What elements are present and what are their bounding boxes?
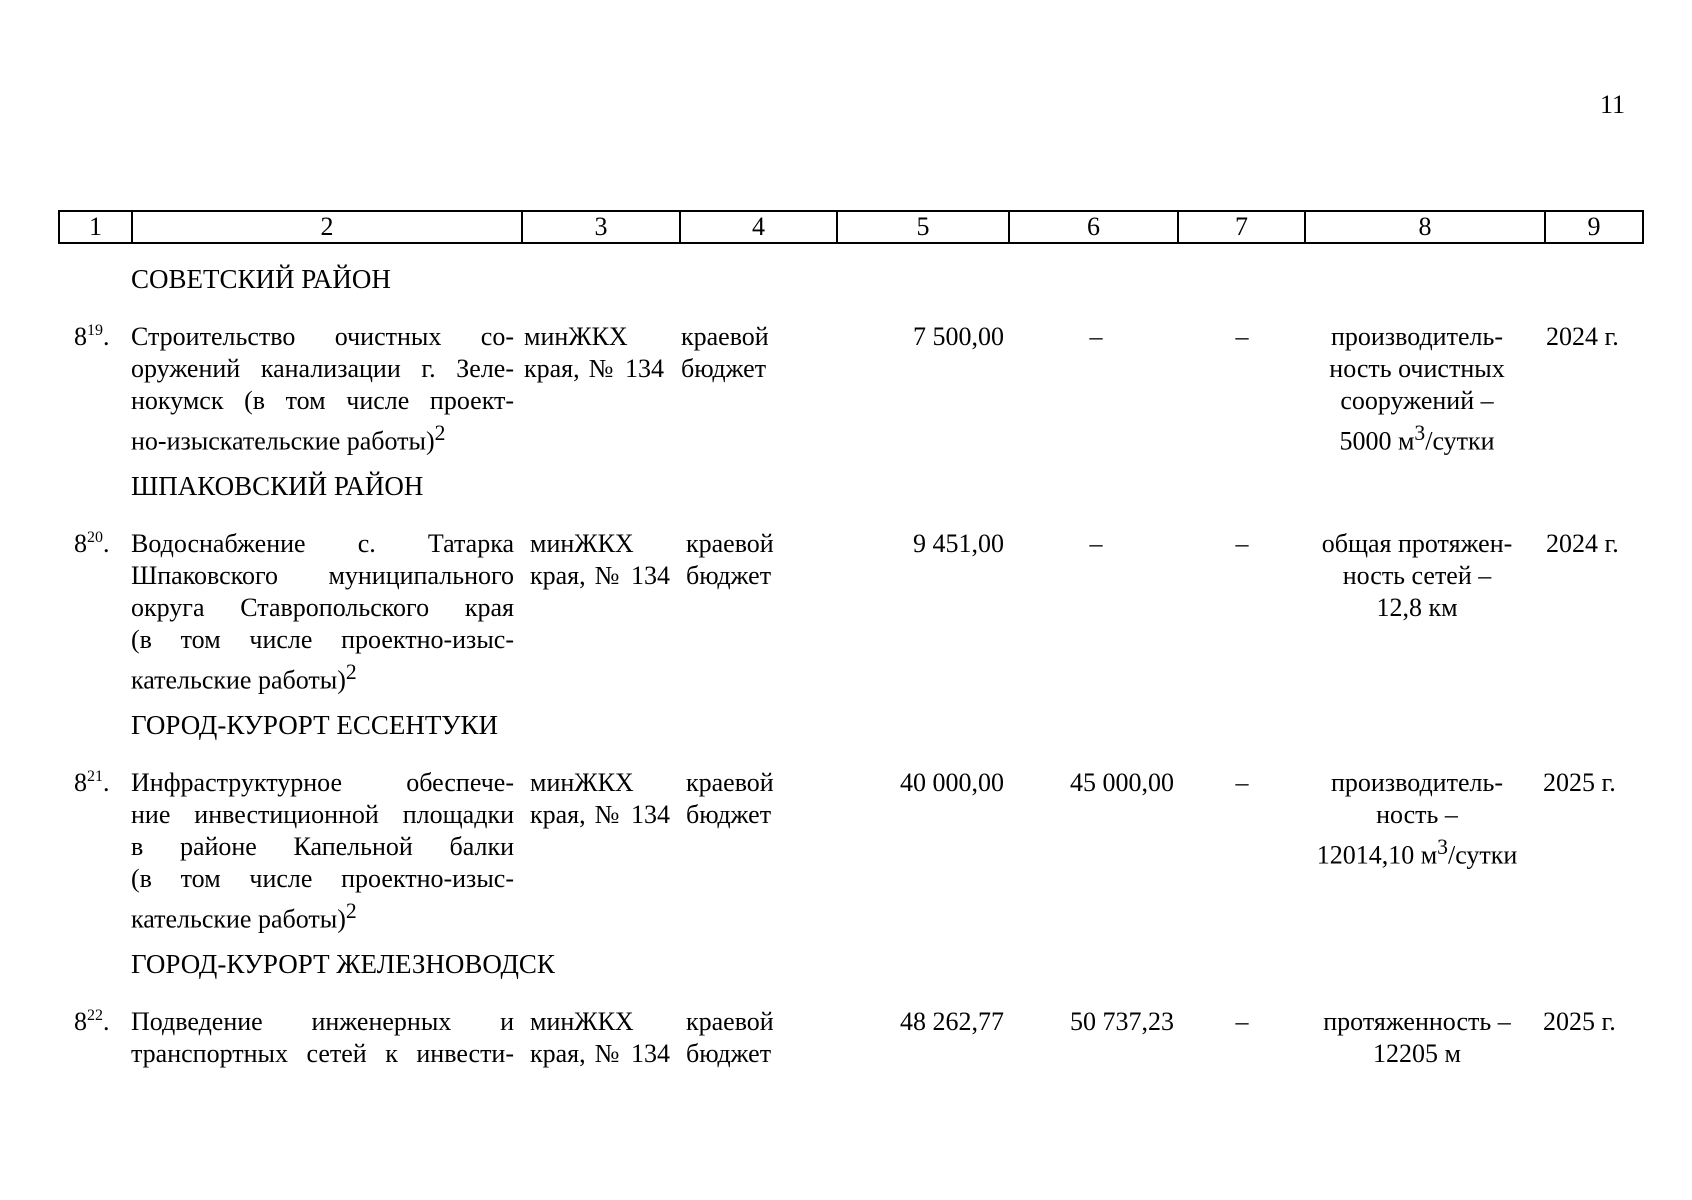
- executor: минЖКХ края, № 134: [530, 768, 670, 829]
- project-name: Строительство очистных со- оружений канализации г. Зеле- нокумск (в том числе проект- но-изыскательские работы)$^2$: [131, 322, 514, 456]
- result-indicator: общая протяжен- ность сетей – 12,8 км: [1321, 529, 1513, 622]
- completion-year: 2025 г.: [1543, 768, 1616, 797]
- amount-col7: –: [1235, 768, 1249, 797]
- column-number-6: 6: [1009, 211, 1178, 243]
- amount-col6: –: [1089, 322, 1103, 351]
- section-title: СОВЕТСКИЙ РАЙОН: [131, 264, 391, 294]
- completion-year: 2024 г.: [1546, 529, 1619, 558]
- amount-col5: 7 500,00: [913, 322, 1004, 351]
- funding-source: краевой бюджет: [686, 768, 774, 829]
- section-title: ШПАКОВСКИЙ РАЙОН: [131, 471, 424, 501]
- funding-source: краевой бюджет: [681, 322, 769, 383]
- column-number-4: 4: [680, 211, 837, 243]
- project-name: Водоснабжение с. Татарка Шпаковского муниципального округа Ставропольского края (в том числе проектно-изыс- кательские работы)$^2$: [131, 529, 514, 695]
- column-number-5: 5: [837, 211, 1009, 243]
- row-number: $8^{21}$.: [74, 768, 110, 797]
- amount-col6: –: [1089, 529, 1103, 558]
- result-indicator: производитель- ность – 12014,10 $м^3$/сутки: [1316, 768, 1518, 870]
- column-header-row: [58, 210, 1644, 244]
- project-name: Инфраструктурное обеспече- ние инвестиционной площадки в районе Капельной балки (в том числе проектно-изыс- кательские работы)$^2$: [131, 768, 514, 934]
- row-number: $8^{20}$.: [74, 529, 110, 558]
- executor: минЖКХ края, № 134: [530, 1007, 670, 1068]
- amount-col6: 50 737,23: [1070, 1007, 1174, 1036]
- completion-year: 2025 г.: [1543, 1007, 1616, 1036]
- result-indicator: протяженность – 12205 м: [1323, 1007, 1511, 1068]
- column-number-9: 9: [1545, 211, 1643, 243]
- row-number: $8^{22}$.: [74, 1007, 110, 1036]
- result-indicator: производитель- ность очистных сооружений – 5000 $м^3$/сутки: [1329, 322, 1505, 456]
- funding-source: краевой бюджет: [686, 1007, 774, 1068]
- column-number-2: 2: [132, 211, 522, 243]
- column-number-3: 3: [522, 211, 680, 243]
- section-title: ГОРОД-КУРОРТ ЕССЕНТУКИ: [131, 710, 498, 740]
- funding-source: краевой бюджет: [686, 529, 774, 590]
- amount-col5: 40 000,00: [900, 768, 1004, 797]
- amount-col7: –: [1235, 322, 1249, 351]
- column-number-7: 7: [1178, 211, 1305, 243]
- completion-year: 2024 г.: [1546, 322, 1619, 351]
- page-number: 11: [1600, 90, 1626, 119]
- section-title: ГОРОД-КУРОРТ ЖЕЛЕЗНОВОДСК: [131, 949, 555, 979]
- executor: минЖКХ края, № 134: [524, 322, 664, 383]
- amount-col5: 9 451,00: [913, 529, 1004, 558]
- column-number-1: 1: [59, 211, 132, 243]
- amount-col5: 48 262,77: [900, 1007, 1004, 1036]
- executor: минЖКХ края, № 134: [530, 529, 670, 590]
- column-number-8: 8: [1305, 211, 1545, 243]
- amount-col7: –: [1235, 1007, 1249, 1036]
- amount-col7: –: [1235, 529, 1249, 558]
- project-name: Подведение инженерных и транспортных сетей к инвести-: [131, 1007, 514, 1068]
- row-number: $8^{19}$.: [74, 322, 110, 351]
- amount-col6: 45 000,00: [1070, 768, 1174, 797]
